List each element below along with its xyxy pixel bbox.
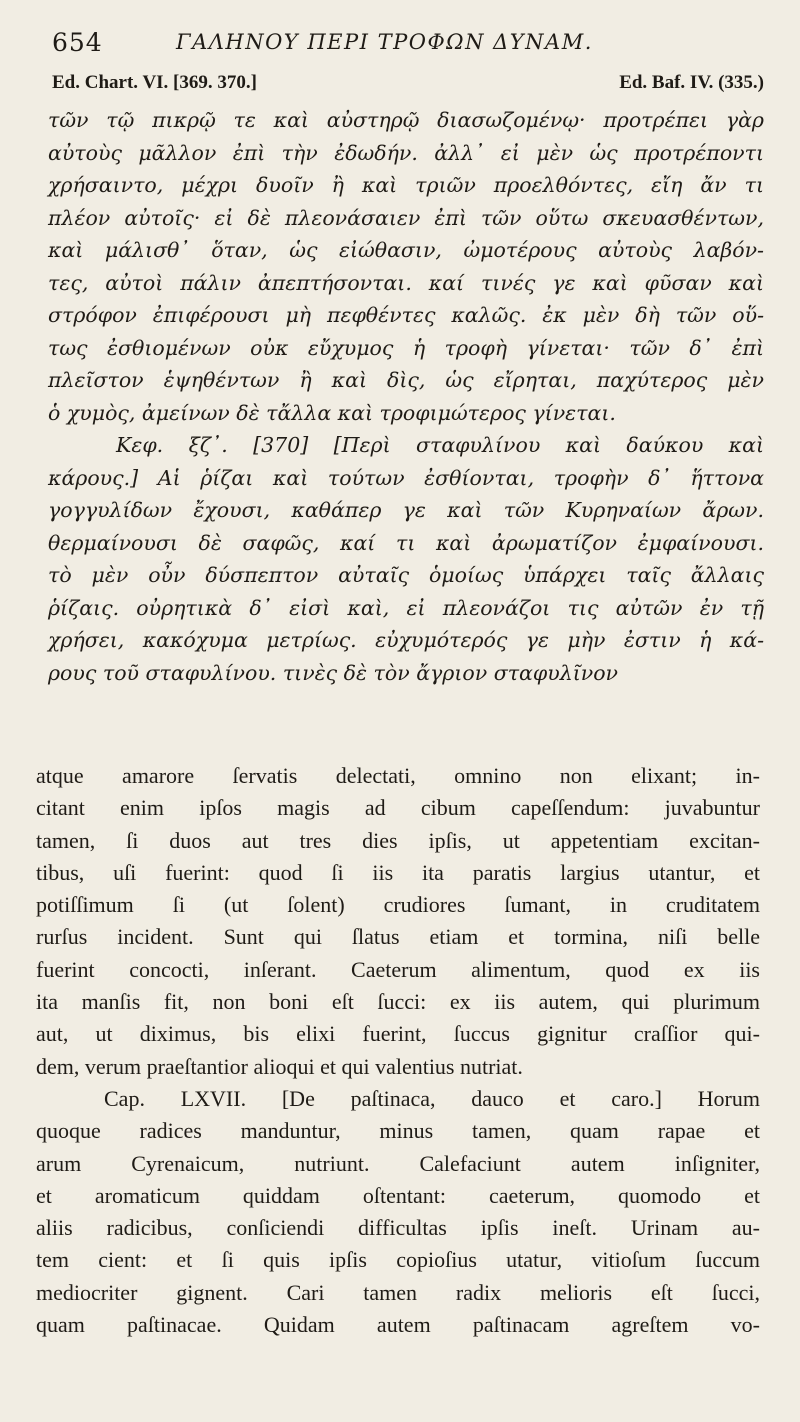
latin-line: arum Cyrenaicum, nutriunt. Calefaciunt autem inſigniter, — [36, 1150, 760, 1176]
greek-chapter-heading: Κεφ. ξζ᾽. [370] [Περὶ σταφυλίνου καὶ δαύκου καὶ — [116, 433, 764, 457]
latin-line: citant enim ipſos magis ad cibum capeſſendum: juvabuntur — [36, 795, 760, 821]
greek-line: ρους τοῦ σταφυλίνου. τινὲς δὲ τὸν ἄγριον σταφυλῖνον — [48, 660, 618, 685]
latin-line: aut, ut diximus, bis elixi fuerint, ſuccus gignitur craſſior qui- — [36, 1021, 760, 1047]
greek-line: ὁ χυμὸς, ἀμείνων δὲ τἄλλα καὶ τροφιμώτερος γίνεται. — [48, 400, 616, 425]
greek-line: χρήσαιντο, μέχρι δυοῖν ἢ καὶ τριῶν προελθόντες, εἴη ἄν τι — [48, 173, 764, 197]
edition-references — [52, 72, 764, 102]
latin-text-block — [36, 760, 760, 1341]
greek-line: πλεῖστον ἑψηθέντων ἢ καὶ δὶς, ὡς εἴρηται, παχύτερος μὲν — [48, 368, 764, 392]
latin-line: tem cient: et ſi quis ipſis copioſius utatur, vitioſum ſuccum — [36, 1247, 760, 1273]
latin-line: tibus, uſi fuerint: quod ſi iis ita paratis largius utantur, et — [36, 859, 760, 885]
latin-line: aliis radicibus, conſiciendi difficultas ipſis ineſt. Urinam au- — [36, 1215, 760, 1241]
greek-line: καὶ μάλισθ᾽ ὅταν, ὡς εἰώθασιν, ὠμοτέρους αὐτοὺς λαβόν- — [48, 238, 764, 262]
greek-line: κάρους.] Αἱ ῥίζαι καὶ τούτων ἐσθίονται, τροφὴν δ᾽ ἥττονα — [48, 465, 764, 490]
greek-line: χρήσει, κακόχυμα μετρίως. εὐχυμότερός γε μὴν ἐστιν ἡ κά- — [48, 628, 764, 652]
running-title: ΓΑΛΗΝΟΥ ΠΕΡΙ ΤΡΟΦΩΝ ΔΥΝΑΜ. — [176, 30, 593, 54]
latin-line: potiſſimum ſi (ut ſolent) crudiores ſumant, in cruditatem — [36, 892, 760, 918]
greek-line: στρόφον ἐπιφέρουσι μὴ πεφθέντες καλῶς. ἐκ μὲν δὴ τῶν οὕ- — [48, 303, 764, 327]
latin-chapter-heading: Cap. LXVII. [De paſtinaca, dauco et caro.] Horum — [104, 1085, 760, 1111]
page-number: 654 — [52, 28, 103, 57]
latin-line: dem, verum praeſtantior alioqui et qui valentius nutriat. — [36, 1053, 523, 1079]
latin-line: tamen, ſi duos aut tres dies ipſis, ut appetentiam excitan- — [36, 827, 760, 853]
latin-line: fuerint concocti, inſerant. Caeterum alimentum, quod ex iis — [36, 956, 760, 982]
greek-line: γογγυλίδων ἔχουσι, καθάπερ γε καὶ τῶν Κυρηναίων ἄρων. — [48, 498, 764, 522]
edition-basel-ref: Ed. Baf. IV. (335.) — [619, 72, 764, 93]
latin-line: ita manſis fit, non boni eſt ſucci: ex iis autem, qui plurimum — [36, 989, 760, 1015]
latin-line: et aromaticum quiddam oſtentant: caeterum, quomodo et — [36, 1182, 760, 1208]
greek-line: θερμαίνουσι δὲ σαφῶς, καί τι καὶ ἀρωματίζον ἐμφαίνουσι. — [48, 530, 764, 555]
greek-line: τες, αὐτοὶ πάλιν ἀπεπτήσονται. καί τινές γε καὶ φῦσαν καὶ — [48, 270, 764, 295]
greek-line: τὸ μὲν οὖν δύσπεπτον αὐταῖς ὁμοίως ὑπάρχει ταῖς ἄλλαις — [48, 563, 764, 587]
latin-line: atque amarore ſervatis delectati, omnino non elixant; in- — [36, 763, 760, 788]
greek-line: τως ἐσθιομένων οὐκ εὔχυμος ἡ τροφὴ γίνεται· τῶν δ᾽ ἐπὶ — [48, 335, 764, 360]
edition-chartier-ref: Ed. Chart. VI. [369. 370.] — [52, 72, 257, 93]
running-head — [52, 24, 756, 64]
greek-line: ῥίζαις. οὐρητικὰ δ᾽ εἰσὶ καὶ, εἰ πλεονάζοι τις αὐτῶν ἐν τῇ — [48, 595, 764, 620]
latin-line: quam paſtinacae. Quidam autem paſtinacam agreſtem vo- — [36, 1312, 760, 1338]
greek-text-block — [48, 104, 764, 689]
latin-line: quoque radices manduntur, minus tamen, quam rapae et — [36, 1118, 760, 1144]
greek-line: πλέον αὐτοῖς· εἰ δὲ πλεονάσαιεν ἐπὶ τῶν οὕτω σκευασθέντων, — [48, 205, 764, 230]
greek-line: αὐτοὺς μᾶλλον ἐπὶ τὴν ἐδωδήν. ἀλλ᾽ εἰ μὲν ὡς προτρέποντι — [48, 140, 764, 165]
latin-line: mediocriter gignent. Cari tamen radix melioris eſt ſucci, — [36, 1279, 760, 1305]
greek-line: τῶν τῷ πικρῷ τε καὶ αὐστηρῷ διασωζομένῳ· προτρέπει γὰρ — [48, 108, 764, 132]
latin-line: rurſus incident. Sunt qui ſlatus etiam et tormina, niſi belle — [36, 924, 760, 950]
